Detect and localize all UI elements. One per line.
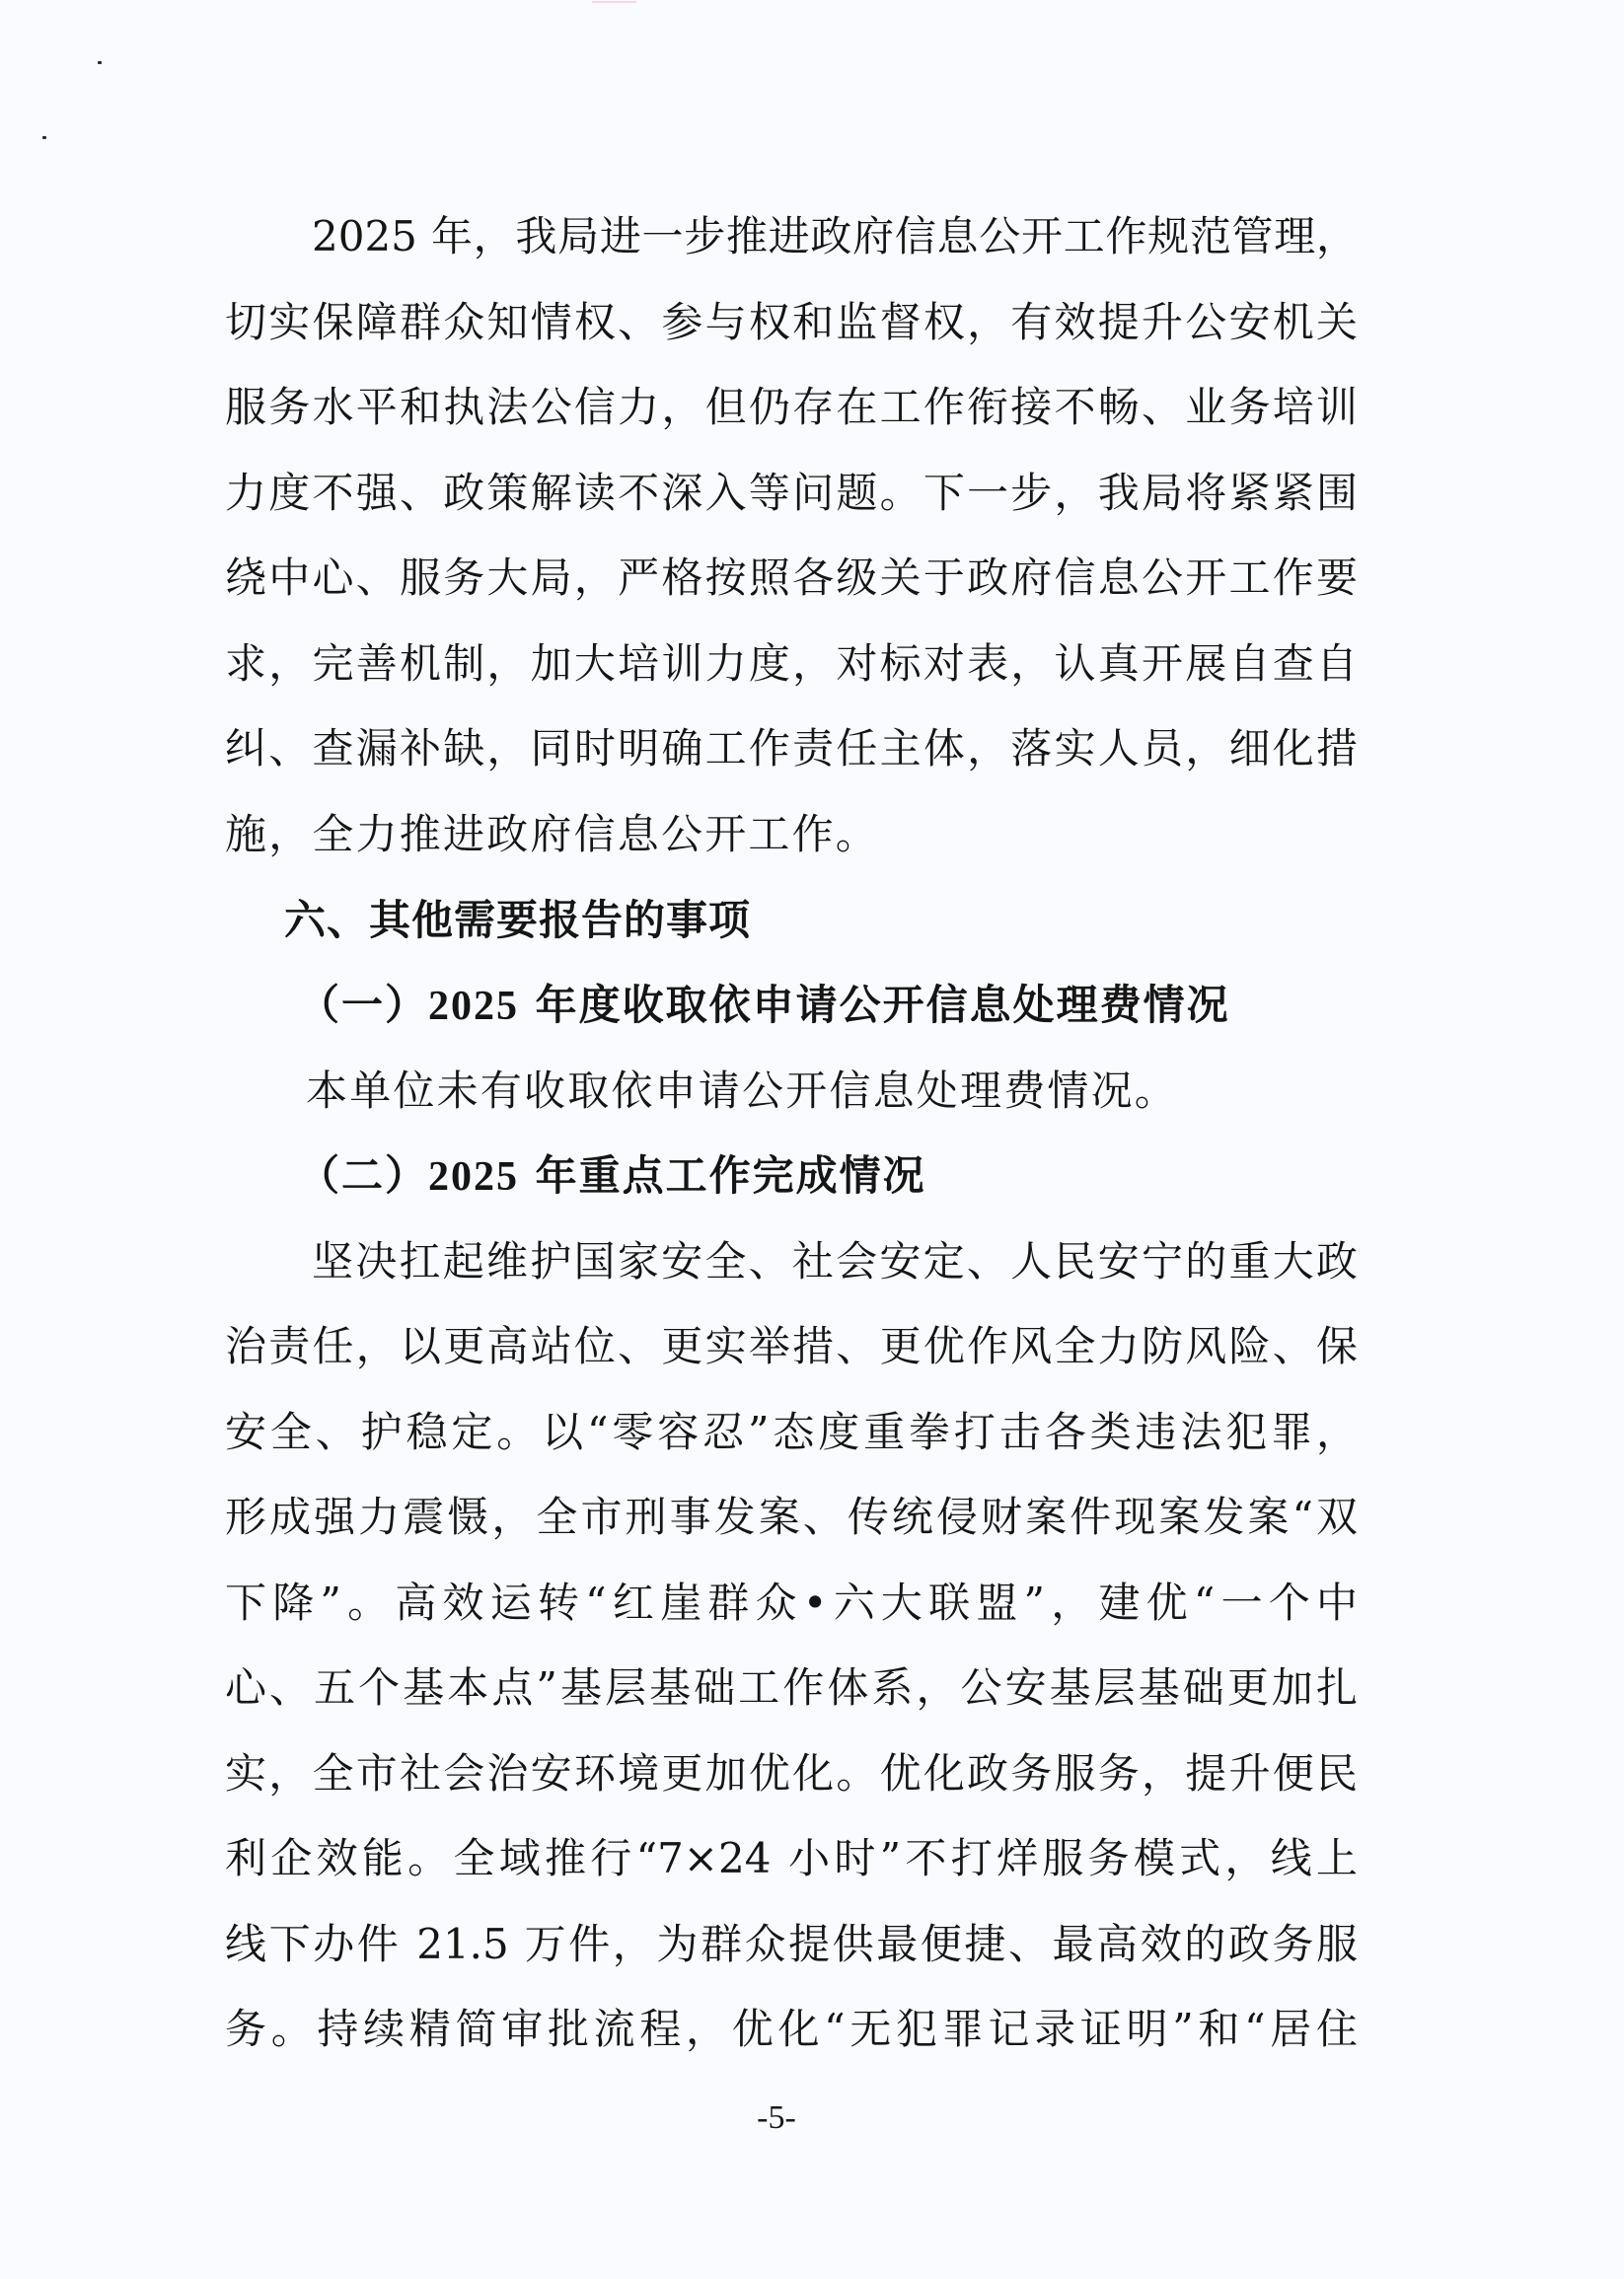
subsection-year: 2025 — [428, 1154, 520, 1200]
paragraph-line: 线下办件 21.5 万件，为群众提供最便捷、最高效的政务服 — [225, 1920, 1358, 1968]
paragraph-line: 形成强力震慑，全市刑事发案、传统侵财案件现案发案“双 — [225, 1493, 1358, 1541]
page-number: -5- — [757, 2099, 796, 2136]
paragraph-line: 利企效能。全域推行“7×24 小时”不打烊服务模式，线上 — [225, 1834, 1358, 1882]
scan-speck — [98, 61, 102, 64]
subsection-prefix: （一） — [298, 981, 429, 1029]
paragraph-line: 求，完善机制，加大培训力度，对标对表，认真开展自查自 — [225, 639, 1358, 688]
paragraph-line: 服务水平和执法公信力，但仍存在工作衔接不畅、业务培训 — [225, 383, 1358, 431]
section-heading: 六、其他需要报告的事项 — [284, 896, 752, 944]
paragraph-line: 安全、护稳定。以“零容忍”态度重拳打击各类违法犯罪， — [225, 1408, 1358, 1456]
paragraph-line: 力度不强、政策解读不深入等问题。下一步，我局将紧紧围 — [225, 469, 1358, 517]
paragraph-line: 绕中心、服务大局，严格按照各级关于政府信息公开工作要 — [225, 553, 1358, 602]
subsection-title: 年重点工作完成情况 — [519, 1151, 926, 1200]
paragraph-line: 治责任，以更高站位、更实举措、更优作风全力防风险、保 — [225, 1322, 1358, 1370]
paragraph-line: 施，全力推进政府信息公开工作。 — [225, 810, 880, 858]
scan-artifact — [592, 1, 636, 3]
subsection-title: 年度收取依申请公开信息处理费情况 — [519, 981, 1230, 1029]
paragraph-line: 下降”。高效运转“红崖群众•六大联盟”，建优“一个中 — [225, 1579, 1358, 1627]
paragraph-line: 纠、查漏补缺，同时明确工作责任主体，落实人员，细化措 — [225, 724, 1358, 772]
subsection-heading — [298, 978, 1230, 1033]
paragraph-line: 2025 年，我局进一步推进政府信息公开工作规范管理， — [312, 212, 1358, 260]
paragraph-line: 心、五个基本点”基层基础工作体系，公安基层基础更加扎 — [225, 1663, 1358, 1712]
paragraph-line: 切实保障群众知情权、参与权和监督权，有效提升公安机关 — [225, 298, 1358, 346]
scan-speck — [42, 136, 46, 139]
paragraph-line: 务。持续精简审批流程，优化“无犯罪记录证明”和“居住 — [225, 2005, 1358, 2053]
subsection-prefix: （二） — [298, 1151, 429, 1200]
subsection-heading — [298, 1148, 926, 1204]
paragraph-line: 坚决扛起维护国家安全、社会安定、人民安宁的重大政 — [312, 1237, 1358, 1286]
subsection-body: 本单位未有收取依申请公开信息处理费情况。 — [306, 1066, 1179, 1115]
paragraph-line: 实，全市社会治安环境更加优化。优化政务服务，提升便民 — [225, 1749, 1358, 1798]
subsection-year: 2025 — [428, 984, 520, 1029]
